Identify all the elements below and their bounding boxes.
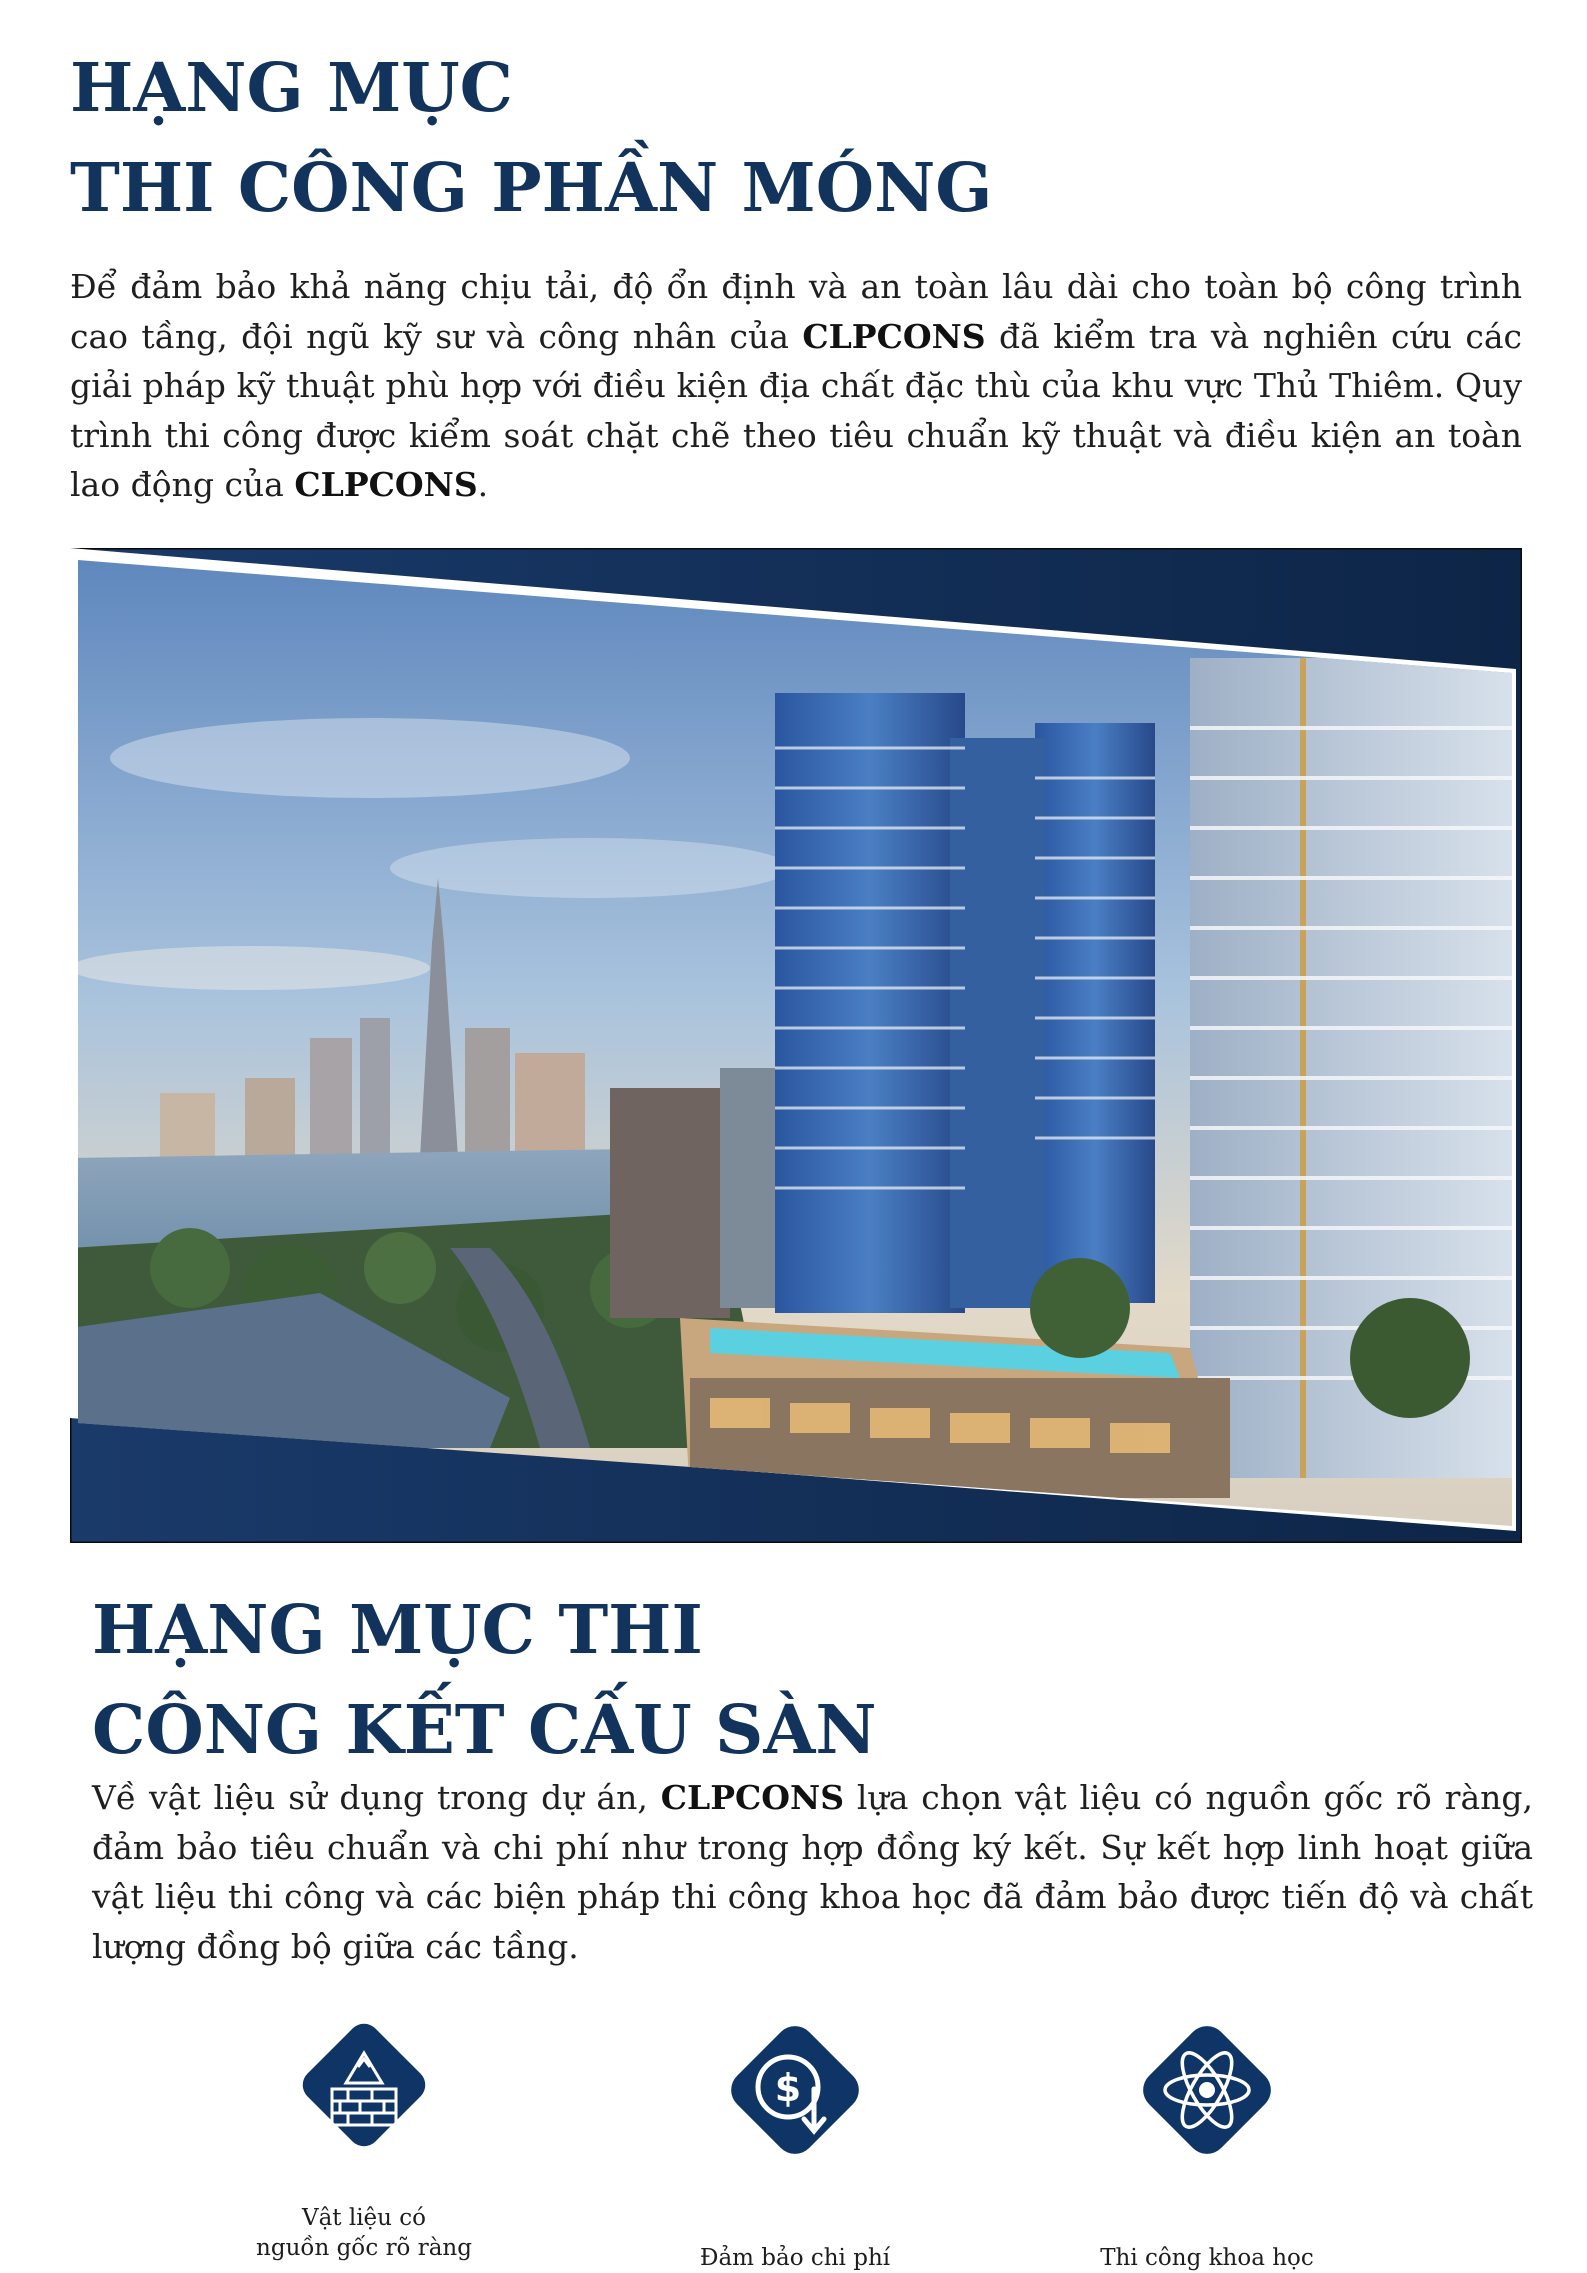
floor-structure-paragraph: Về vật liệu sử dụng trong dự án, CLPCONS lựa chọn vật liệu có nguồn gốc rõ ràng, đảm bảo tiêu chuẩn và chi phí như trong hợp đồng ký kết. Sự kết hợp linh hoạt giữa vật liệu thi công và các biện pháp thi công khoa học đã đảm bảo được tiến độ và chất lượng đồng bộ giữa các tầng. bbox=[92, 1778, 1534, 1966]
feature-label: Thi công khoa học bbox=[1100, 2245, 1314, 2271]
building-render-illustration bbox=[70, 548, 1522, 1543]
section-title-floor-structure bbox=[92, 1580, 877, 1780]
title-line: THI CÔNG PHẦN MÓNG bbox=[70, 148, 993, 227]
feature-scientific-construction bbox=[1057, 2005, 1357, 2273]
brick-wall-recycle-icon bbox=[284, 2005, 444, 2165]
brand-name: CLPCONS bbox=[660, 1778, 845, 1817]
section-title-foundation bbox=[70, 38, 993, 238]
brand-name: CLPCONS bbox=[802, 316, 986, 356]
foundation-paragraph: Để đảm bảo khả năng chịu tải, độ ổn định và an toàn lâu dài cho toàn bộ công trình cao tầng, đội ngũ kỹ sư và công nhân của CLPCONS đã kiểm tra và nghiên cứu các giải pháp kỹ thuật phù hợp với điều kiện địa chất đặc thù của khu vực Thủ Thiêm. Quy trình thi công được kiểm soát chặt chẽ theo tiêu chuẩn kỹ thuật và điều kiện an toàn lao động của CLPCONS. bbox=[70, 267, 1523, 504]
title-line: HẠNG MỤC bbox=[70, 48, 513, 127]
title-line: HẠNG MỤC THI bbox=[92, 1590, 703, 1669]
title-line: CÔNG KẾT CẤU SÀN bbox=[92, 1690, 877, 1769]
dollar-down-arrow-icon bbox=[710, 2005, 880, 2175]
feature-label: Đảm bảo chi phí bbox=[699, 2245, 891, 2271]
feature-label: Vật liệu có nguồn gốc rõ ràng bbox=[256, 2205, 472, 2261]
svg-text:$: $ bbox=[774, 2066, 802, 2110]
feature-cost-assurance bbox=[645, 2005, 945, 2273]
feature-clear-origin-materials bbox=[214, 2005, 514, 2263]
hero-image-frame bbox=[70, 548, 1522, 1543]
atom-icon bbox=[1122, 2005, 1292, 2175]
brand-name: CLPCONS bbox=[294, 465, 478, 504]
